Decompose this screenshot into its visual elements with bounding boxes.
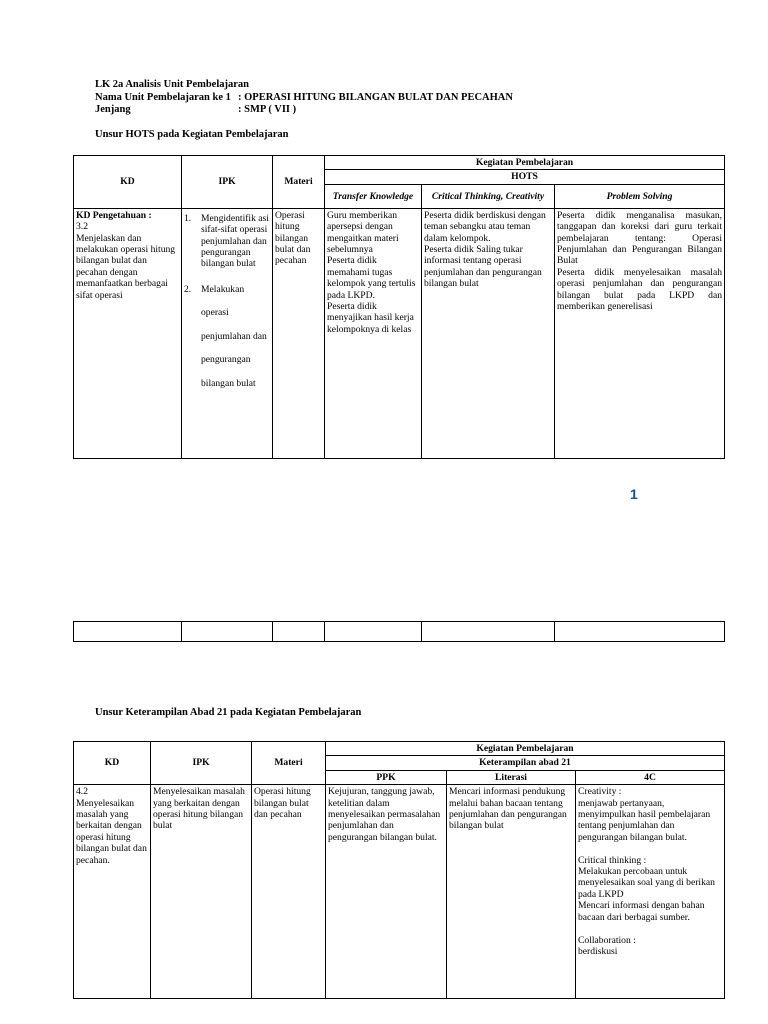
ipk-list <box>184 213 270 396</box>
abad-col-4c: 4C <box>576 770 725 784</box>
abad-col-ket: Keterampilan abad 21 <box>326 756 725 770</box>
ipk-num: 2. <box>184 283 192 295</box>
ipk-text: Mengidentifik asi sifat-sifat operasi penjumlahan dan pengurangan bilangan bulat <box>201 212 269 270</box>
jenjang-row <box>95 104 513 117</box>
kd-heading: KD Pengetahuan : <box>76 209 152 221</box>
empty-cell <box>273 622 325 642</box>
empty-cell <box>422 622 555 642</box>
abad-col-materi: Materi <box>252 742 326 785</box>
hots-col-ipk: IPK <box>182 156 273 209</box>
hots-col-problem: Problem Solving <box>555 184 725 208</box>
hots-kd-cell <box>74 208 182 458</box>
abad-4c-cell: Creativity : menjawab pertanyaan, menyimpulkan hasil pembelajaran tentang penjumlahan dan pengurangan bilangan bulat. Critical thinking : Melakukan percobaan untuk menyelesaikan soal yang di berikan pada LKPD Mencari informasi dengan bahan bacaan dari berbagai sumber. Collaboration : berdiskusi <box>576 785 725 999</box>
ipk-num: 1. <box>184 212 192 224</box>
empty-cell <box>182 622 273 642</box>
jenjang-value: : SMP ( VII ) <box>238 104 297 115</box>
abad-kd-cell: 4.2 Menyelesaikan masalah yang berkaitan dengan operasi hitung bilangan bulat dan pecahan. <box>74 785 151 999</box>
abad-col-kegiatan: Kegiatan Pembelajaran <box>326 742 725 756</box>
hots-col-transfer: Transfer Knowledge <box>325 184 422 208</box>
jenjang-label: Jenjang <box>95 104 131 115</box>
abad-col-literasi: Literasi <box>447 770 576 784</box>
hots-problem-cell: Peserta didik menganalisa masukan, tanggapan dan koreksi dari guru terkait pembelajaran tentang: Operasi Penjumlahan dan Pengurangan Bilangan Bulat Peserta didik menyelesaikan masalah operasi penjumlahan dan pengurangan bilangan bulat pada LKPD dan memberikan generelisasi <box>555 208 725 458</box>
ipk-item <box>184 284 270 396</box>
hots-col-materi: Materi <box>273 156 325 209</box>
empty-row-table <box>73 621 725 642</box>
hots-critical-cell: Peserta didik berdiskusi dengan teman sebangku atau teman dalam kelompok. Peserta didik Saling tukar informasi tentang operasi penjumlahan dan pengurangan bilangan bulat <box>422 208 555 458</box>
abad-col-ppk: PPK <box>326 770 447 784</box>
abad-ppk-cell: Kejujuran, tanggung jawab, ketelitian dalam menyelesaikan permasalahan penjumlahan dan pengurangan bilangan bulat. <box>326 785 447 999</box>
abad-col-ipk: IPK <box>151 742 252 785</box>
hots-col-hots: HOTS <box>325 170 725 184</box>
unit-label: Nama Unit Pembelajaran ke 1 <box>95 91 231 103</box>
header-line1: LK 2a Analisis Unit Pembelajaran <box>95 79 250 90</box>
abad-table <box>73 741 725 999</box>
abad-section-title: Unsur Keterampilan Abad 21 pada Kegiatan Pembelajaran <box>95 707 362 718</box>
hots-col-kegiatan: Kegiatan Pembelajaran <box>325 156 725 170</box>
hots-section-title: Unsur HOTS pada Kegiatan Pembelajaran <box>95 129 289 140</box>
ipk-item <box>184 213 270 270</box>
document-header <box>95 79 513 117</box>
hots-table <box>73 155 725 459</box>
empty-cell <box>325 622 422 642</box>
hots-transfer-cell: Guru memberikan apersepsi dengan mengaitkan materi sebelumnya Peserta didik memahami tugas kelompok yang tertulis pada LKPD. Peserta didik menyajikan hasil kerja kelompoknya di kelas <box>325 208 422 458</box>
abad-materi-cell: Operasi hitung bilangan bulat dan pecahan <box>252 785 326 999</box>
ipk-text: Melakukan operasi penjumlahan dan pengurangan bilangan bulat <box>201 283 267 389</box>
abad-ipk-cell: Menyelesaikan masalah yang berkaitan dengan operasi hitung bilangan bulat <box>151 785 252 999</box>
abad-col-kd: KD <box>74 742 151 785</box>
hots-materi-cell: Operasi hitung bilangan bulat dan pecahan <box>273 208 325 458</box>
empty-cell <box>74 622 182 642</box>
unit-value: : OPERASI HITUNG BILANGAN BULAT DAN PECAHAN <box>238 91 513 103</box>
hots-col-kd: KD <box>74 156 182 209</box>
empty-cell <box>555 622 725 642</box>
page-number: 1 <box>630 486 638 502</box>
hots-col-critical: Critical Thinking, Creativity <box>422 184 555 208</box>
abad-literasi-cell: Mencari informasi pendukung melalui bahan bacaan tentang penjumlahan dan pengurangan bilangan bulat <box>447 785 576 999</box>
kd-text: 3.2 Menjelaskan dan melakukan operasi hitung bilangan bulat dan pecahan dengan memanfaatkan berbagai sifat operasi <box>76 221 176 301</box>
hots-ipk-cell <box>182 208 273 458</box>
unit-row <box>95 92 513 105</box>
